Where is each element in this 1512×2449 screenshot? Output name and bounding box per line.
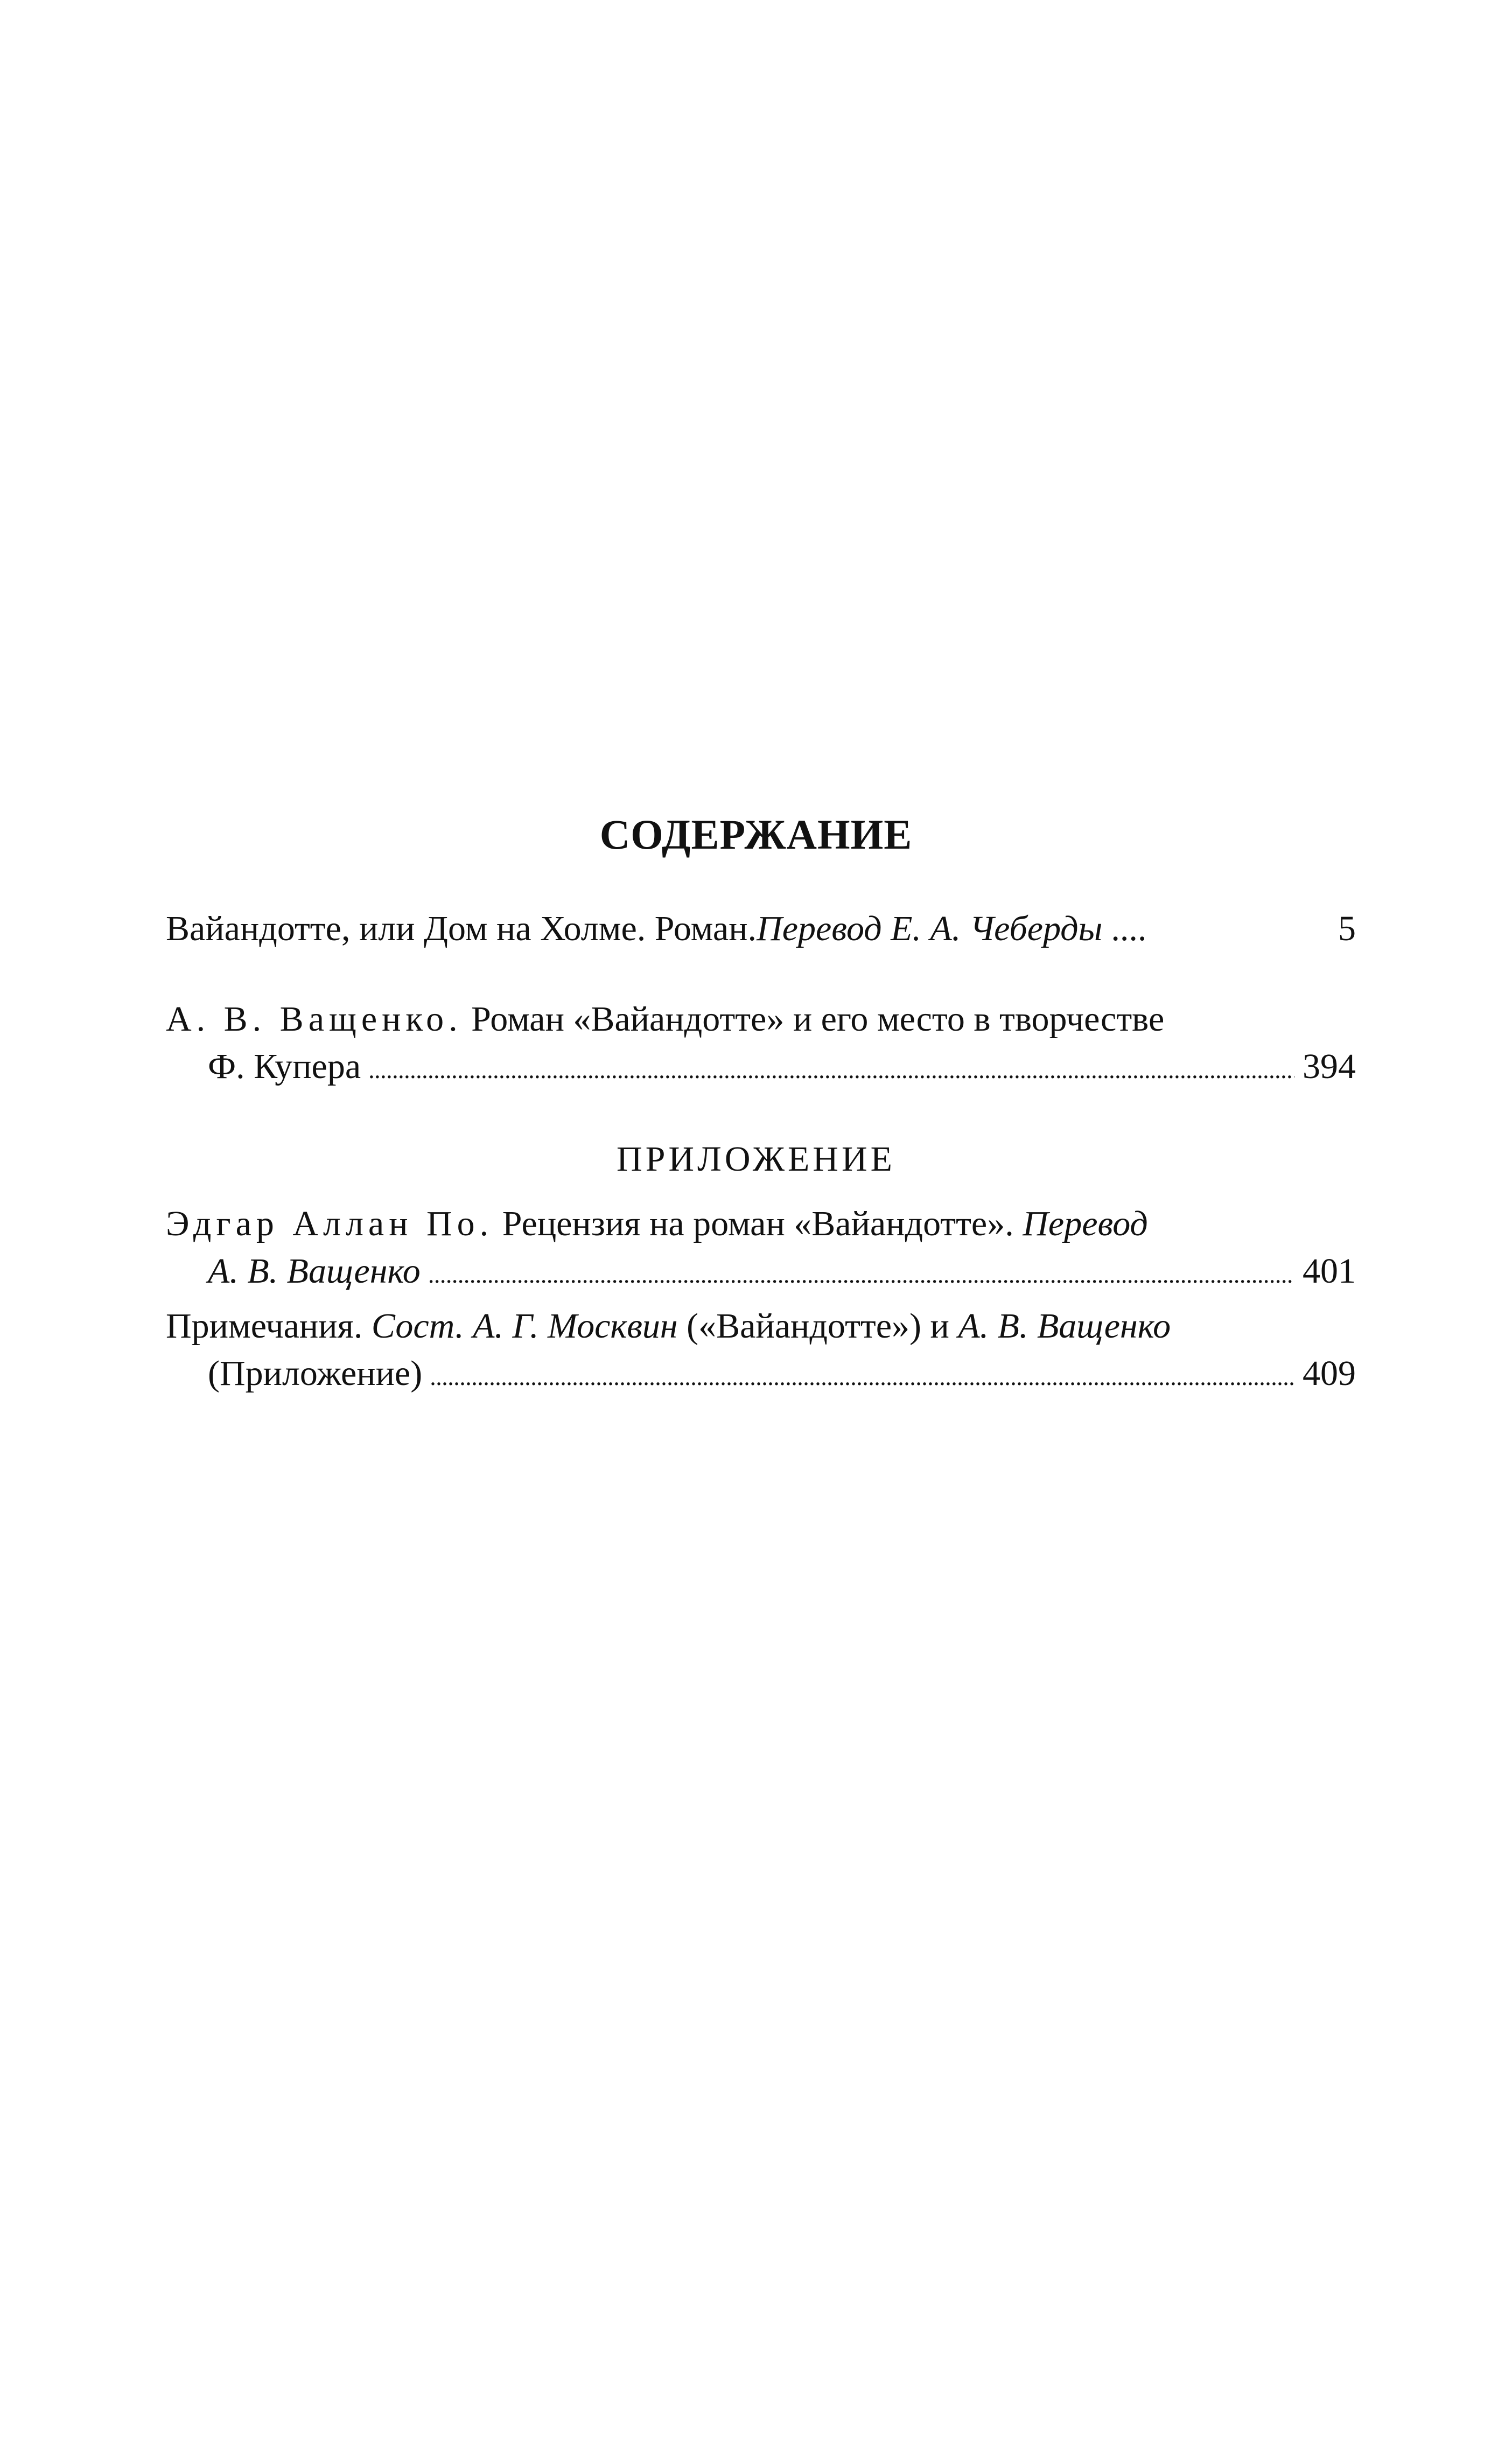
page-number: 5 (1338, 909, 1356, 948)
toc-line (208, 1349, 1356, 1398)
entry-title: Примечания. (166, 1306, 372, 1346)
entry-title-continued: Ф. Купера (208, 1047, 361, 1086)
toc-line (166, 905, 1356, 953)
entry-translator: Перевод Е. А. Чеберды (757, 909, 1103, 948)
entry-translator-label: Перевод (1023, 1204, 1148, 1243)
entry-title-continued: (Приложение) (208, 1354, 423, 1393)
entry-compiler: Сост. А. Г. Москвин (371, 1306, 678, 1346)
appendix-title: ПРИЛОЖЕНИЕ (617, 1139, 895, 1179)
entry-title-part: («Вайандотте») и (677, 1306, 958, 1346)
entry-compiler-2: А. В. Ващенко (958, 1306, 1171, 1346)
entry-author: Эдгар Аллан По. (166, 1204, 494, 1243)
page-number: 401 (1303, 1251, 1356, 1291)
page-number: 394 (1303, 1047, 1356, 1086)
leader-dots (368, 1042, 1294, 1094)
leader-dots (428, 1247, 1294, 1299)
entry-title: Вайандотте, или Дом на Холме. Роман. (166, 909, 757, 948)
entry-author: А. В. Ващенко. (166, 999, 463, 1039)
leader-dots: .... (1111, 909, 1147, 948)
entry-title: Роман «Вайандотте» и его место в творчестве (462, 999, 1165, 1039)
toc-line (166, 1200, 1148, 1248)
contents-title: СОДЕРЖАНИЕ (599, 811, 913, 858)
toc-line (208, 1042, 1356, 1091)
toc-line (166, 1302, 1171, 1351)
page-number: 409 (1303, 1354, 1356, 1393)
entry-translator: А. В. Ващенко (208, 1251, 421, 1291)
toc-line (208, 1247, 1356, 1296)
toc-line (166, 995, 1164, 1044)
leader-dots (430, 1349, 1294, 1401)
entry-title: Рецензия на роман «Вайандотте». (493, 1204, 1023, 1243)
